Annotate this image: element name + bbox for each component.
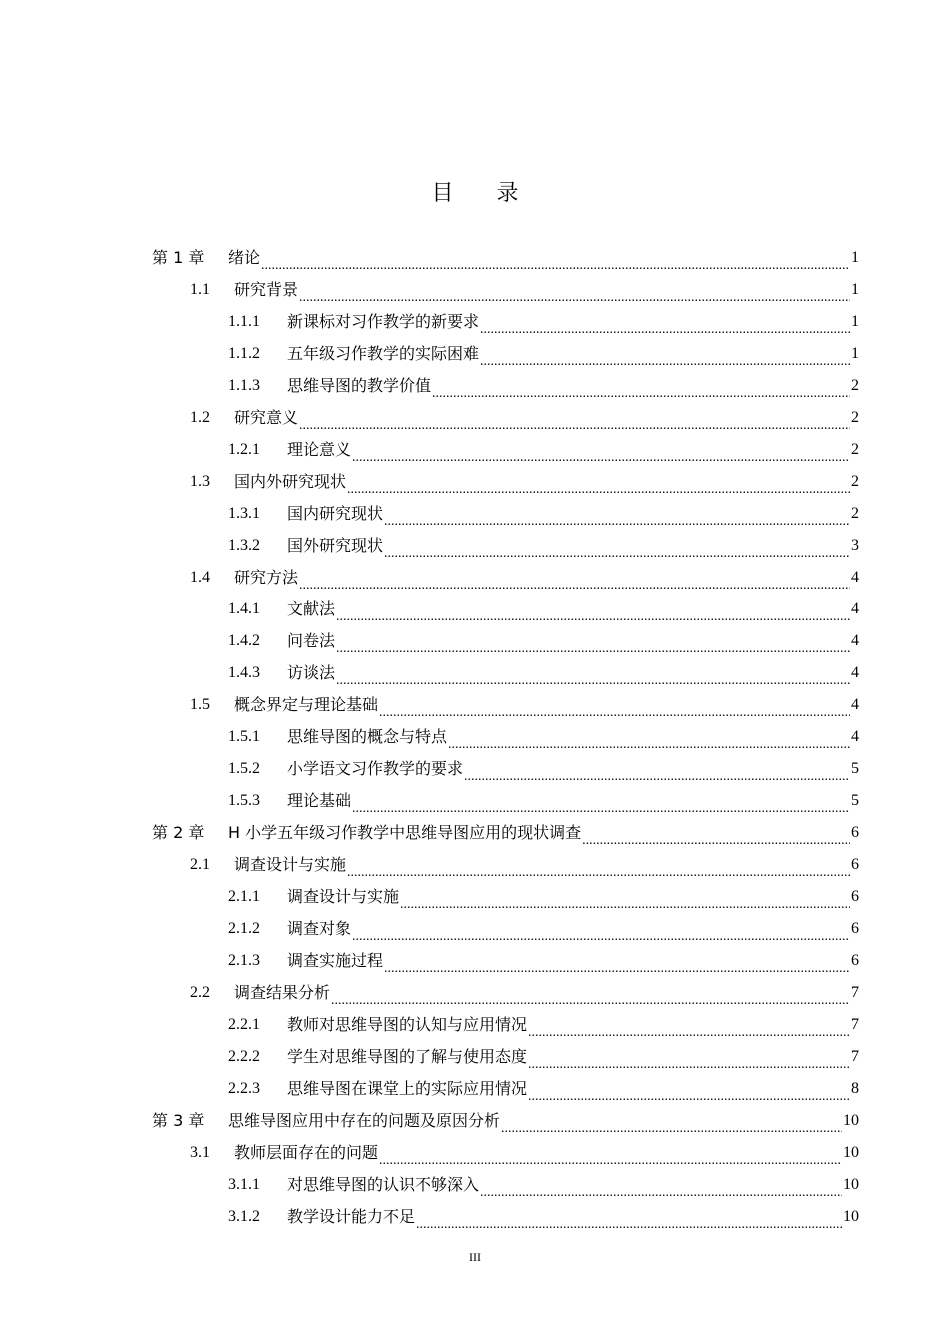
toc-entry-page: 6 bbox=[851, 919, 859, 937]
toc-entry-number: 2.1 bbox=[190, 856, 210, 874]
toc-dot-leader bbox=[480, 1179, 842, 1201]
toc-entry-title: 国内研究现状 bbox=[287, 503, 384, 523]
toc-entry-title: 教学设计能力不足 bbox=[287, 1206, 416, 1226]
toc-dot-leader bbox=[448, 731, 850, 753]
toc-entry[interactable] bbox=[228, 785, 859, 817]
toc-entry-number: 3.1 bbox=[190, 1143, 210, 1161]
toc-entry[interactable] bbox=[228, 625, 859, 657]
toc-dot-leader bbox=[352, 795, 850, 817]
toc-entry-title: 研究方法 bbox=[234, 567, 299, 587]
toc-entry[interactable] bbox=[228, 434, 859, 466]
toc-entry[interactable] bbox=[228, 1169, 859, 1201]
toc-entry-number: 第 2 章 bbox=[152, 823, 205, 843]
toc-entry-title: 研究意义 bbox=[234, 407, 299, 427]
toc-entry-number: 2.2 bbox=[190, 983, 210, 1001]
toc-entry[interactable] bbox=[228, 657, 859, 689]
toc-entry[interactable] bbox=[228, 753, 859, 785]
toc-dot-leader bbox=[336, 635, 850, 657]
toc-entry-page: 5 bbox=[851, 792, 859, 810]
toc-entry-number: 1.5.2 bbox=[228, 760, 260, 778]
toc-entry[interactable] bbox=[190, 562, 859, 594]
toc-entry-page: 3 bbox=[851, 536, 859, 554]
toc-entry-page: 2 bbox=[851, 376, 859, 394]
toc-dot-leader bbox=[347, 476, 850, 498]
toc-entry-number: 1.1 bbox=[190, 280, 210, 298]
toc-entry-page: 1 bbox=[851, 312, 859, 330]
toc-entry-number: 1.1.2 bbox=[228, 344, 260, 362]
toc-entry-title: 教师层面存在的问题 bbox=[234, 1142, 379, 1162]
toc-entry-page: 2 bbox=[851, 408, 859, 426]
toc-dot-leader bbox=[582, 827, 850, 849]
toc-entry[interactable] bbox=[152, 1105, 859, 1137]
toc-entry[interactable] bbox=[190, 689, 859, 721]
toc-entry-page: 4 bbox=[851, 632, 859, 650]
toc-entry-page: 1 bbox=[851, 249, 859, 266]
toc-entry[interactable] bbox=[228, 881, 859, 913]
toc-dot-leader bbox=[528, 1051, 850, 1073]
toc-entry-title: 对思维导图的认识不够深入 bbox=[287, 1174, 480, 1194]
toc-entry-title: 文献法 bbox=[287, 599, 336, 619]
toc-entry[interactable] bbox=[228, 306, 859, 338]
toc-entry[interactable] bbox=[228, 913, 859, 945]
toc-entry[interactable] bbox=[152, 817, 859, 849]
toc-entry-page: 4 bbox=[851, 664, 859, 682]
toc-entry-page: 6 bbox=[851, 888, 859, 905]
toc-entry-title: 理论意义 bbox=[287, 439, 352, 459]
toc-entry-title: 学生对思维导图的了解与使用态度 bbox=[287, 1046, 528, 1066]
toc-entry-number: 2.2.2 bbox=[228, 1047, 260, 1065]
toc-dot-leader bbox=[528, 1019, 850, 1041]
toc-entry[interactable] bbox=[228, 1041, 859, 1073]
toc-dot-leader bbox=[384, 540, 850, 562]
toc-entry-page: 6 bbox=[851, 856, 859, 874]
toc-dot-leader bbox=[480, 348, 850, 370]
toc-entry-number: 1.1.1 bbox=[228, 312, 260, 330]
toc-entry-page: 8 bbox=[851, 1079, 859, 1097]
toc-entry[interactable] bbox=[228, 370, 859, 402]
toc-entry-number: 2.1.1 bbox=[228, 888, 260, 905]
toc-entry-title: 调查实施过程 bbox=[287, 950, 384, 970]
toc-entry[interactable] bbox=[228, 1009, 859, 1041]
toc-dot-leader bbox=[379, 699, 850, 721]
toc-entry-page: 1 bbox=[851, 280, 859, 298]
toc-entry[interactable] bbox=[190, 274, 859, 306]
toc-entry-page: 4 bbox=[851, 600, 859, 618]
toc-entry-title: 访谈法 bbox=[287, 663, 336, 683]
toc-dot-leader bbox=[331, 987, 850, 1009]
toc-entry-number: 1.4.2 bbox=[228, 632, 260, 650]
toc-dot-leader bbox=[384, 955, 850, 977]
toc-entry-title: 国内外研究现状 bbox=[234, 471, 347, 491]
toc-entry[interactable] bbox=[228, 721, 859, 753]
toc-entry-number: 1.2.1 bbox=[228, 440, 260, 458]
toc-entry-page: 2 bbox=[851, 472, 859, 490]
toc-entry-number: 3.1.2 bbox=[228, 1207, 260, 1225]
toc-entry-title: H 小学五年级习作教学中思维导图应用的现状调查 bbox=[228, 823, 582, 843]
toc-entry-page: 4 bbox=[851, 696, 859, 714]
toc-entry-title: 调查对象 bbox=[287, 918, 352, 938]
toc-entry-number: 1.2 bbox=[190, 408, 210, 426]
toc-entry-title: 问卷法 bbox=[287, 631, 336, 651]
toc-dot-leader bbox=[352, 923, 850, 945]
toc-entry-page: 10 bbox=[843, 1143, 859, 1161]
toc-title: 目 录 bbox=[431, 181, 537, 206]
toc-entry-title: 调查设计与实施 bbox=[234, 855, 347, 875]
toc-entry-title: 思维导图在课堂上的实际应用情况 bbox=[287, 1078, 528, 1098]
toc-entry-number: 1.5.1 bbox=[228, 728, 260, 746]
toc-dot-leader bbox=[347, 859, 850, 881]
toc-dot-leader bbox=[480, 316, 850, 338]
toc-entry-title: 国外研究现状 bbox=[287, 535, 384, 555]
toc-entry[interactable] bbox=[190, 1137, 859, 1169]
toc-entry[interactable] bbox=[190, 402, 859, 434]
toc-entry-number: 1.4 bbox=[190, 568, 210, 586]
toc-entry-page: 1 bbox=[851, 344, 859, 362]
toc-dot-leader bbox=[299, 412, 850, 434]
toc-entry-number: 1.3.1 bbox=[228, 504, 260, 522]
toc-entry[interactable] bbox=[152, 242, 859, 274]
toc-entry-page: 2 bbox=[851, 440, 859, 458]
toc-entry-page: 5 bbox=[851, 760, 859, 778]
toc-entry-title: 思维导图的教学价值 bbox=[287, 375, 432, 395]
toc-dot-leader bbox=[299, 572, 850, 594]
toc-entry-number: 1.3.2 bbox=[228, 536, 260, 554]
toc-entry-page: 4 bbox=[851, 568, 859, 586]
toc-entry[interactable] bbox=[190, 849, 859, 881]
toc-entry-title: 五年级习作教学的实际困难 bbox=[287, 343, 480, 363]
toc-entry-number: 第 1 章 bbox=[152, 248, 205, 267]
toc-entry-page: 10 bbox=[843, 1111, 859, 1129]
page-number: III bbox=[469, 1250, 481, 1264]
toc-dot-leader bbox=[261, 252, 850, 274]
toc-dot-leader bbox=[299, 284, 850, 306]
toc-dot-leader bbox=[379, 1147, 842, 1169]
toc-entry[interactable] bbox=[228, 498, 859, 530]
toc-dot-leader bbox=[400, 891, 850, 913]
toc-entry-number: 2.1.3 bbox=[228, 951, 260, 969]
toc-entry-title: 新课标对习作教学的新要求 bbox=[287, 311, 480, 331]
toc-entry[interactable] bbox=[190, 977, 859, 1009]
toc-entry-number: 1.5.3 bbox=[228, 792, 260, 810]
toc-entry-page: 6 bbox=[851, 824, 859, 842]
toc-dot-leader bbox=[384, 508, 850, 530]
toc-entry-number: 2.1.2 bbox=[228, 919, 260, 937]
toc-entry[interactable] bbox=[190, 466, 859, 498]
toc-dot-leader bbox=[528, 1083, 850, 1105]
toc-entry-page: 7 bbox=[851, 1047, 859, 1065]
toc-entry[interactable] bbox=[228, 1073, 859, 1105]
toc-entry-title: 研究背景 bbox=[234, 279, 299, 299]
toc-entry-number: 1.5 bbox=[190, 696, 210, 714]
toc-entry-number: 1.4.3 bbox=[228, 664, 260, 682]
toc-entry-title: 思维导图的概念与特点 bbox=[287, 727, 448, 747]
toc-entry-number: 1.1.3 bbox=[228, 376, 260, 394]
toc-entry-page: 7 bbox=[851, 1015, 859, 1033]
toc-entry-title: 调查结果分析 bbox=[234, 982, 331, 1002]
toc-entry-title: 绪论 bbox=[228, 248, 261, 267]
toc-entry-title: 理论基础 bbox=[287, 791, 352, 811]
toc-dot-leader bbox=[336, 603, 850, 625]
toc-entry-number: 第 3 章 bbox=[152, 1110, 205, 1130]
toc-dot-leader bbox=[464, 763, 850, 785]
toc-entry[interactable] bbox=[228, 945, 859, 977]
toc-dot-leader bbox=[432, 380, 850, 402]
toc-entry-page: 7 bbox=[851, 983, 859, 1001]
toc-entry-page: 2 bbox=[851, 504, 859, 522]
toc-entry-title: 小学语文习作教学的要求 bbox=[287, 759, 464, 779]
toc-entry-page: 10 bbox=[843, 1175, 859, 1193]
toc-entry[interactable] bbox=[228, 593, 859, 625]
toc-dot-leader bbox=[416, 1211, 842, 1233]
toc-entry[interactable] bbox=[228, 338, 859, 370]
toc-entry-title: 教师对思维导图的认知与应用情况 bbox=[287, 1014, 528, 1034]
toc-dot-leader bbox=[352, 444, 850, 466]
toc-entry[interactable] bbox=[228, 530, 859, 562]
toc-dot-leader bbox=[501, 1115, 842, 1137]
toc-entry-number: 3.1.1 bbox=[228, 1175, 260, 1193]
toc-entry-title: 调查设计与实施 bbox=[287, 887, 400, 906]
toc-entry-number: 1.3 bbox=[190, 472, 210, 490]
toc-entry-number: 2.2.1 bbox=[228, 1015, 260, 1033]
toc-entry[interactable] bbox=[228, 1201, 859, 1233]
toc-entry-title: 概念界定与理论基础 bbox=[234, 695, 379, 715]
toc-entry-page: 4 bbox=[851, 728, 859, 746]
toc-entry-number: 1.4.1 bbox=[228, 600, 260, 618]
toc-entry-number: 2.2.3 bbox=[228, 1079, 260, 1097]
toc-entry-page: 6 bbox=[851, 951, 859, 969]
toc-entry-title: 思维导图应用中存在的问题及原因分析 bbox=[228, 1110, 501, 1130]
toc-entry-page: 10 bbox=[843, 1207, 859, 1225]
toc-dot-leader bbox=[336, 667, 850, 689]
